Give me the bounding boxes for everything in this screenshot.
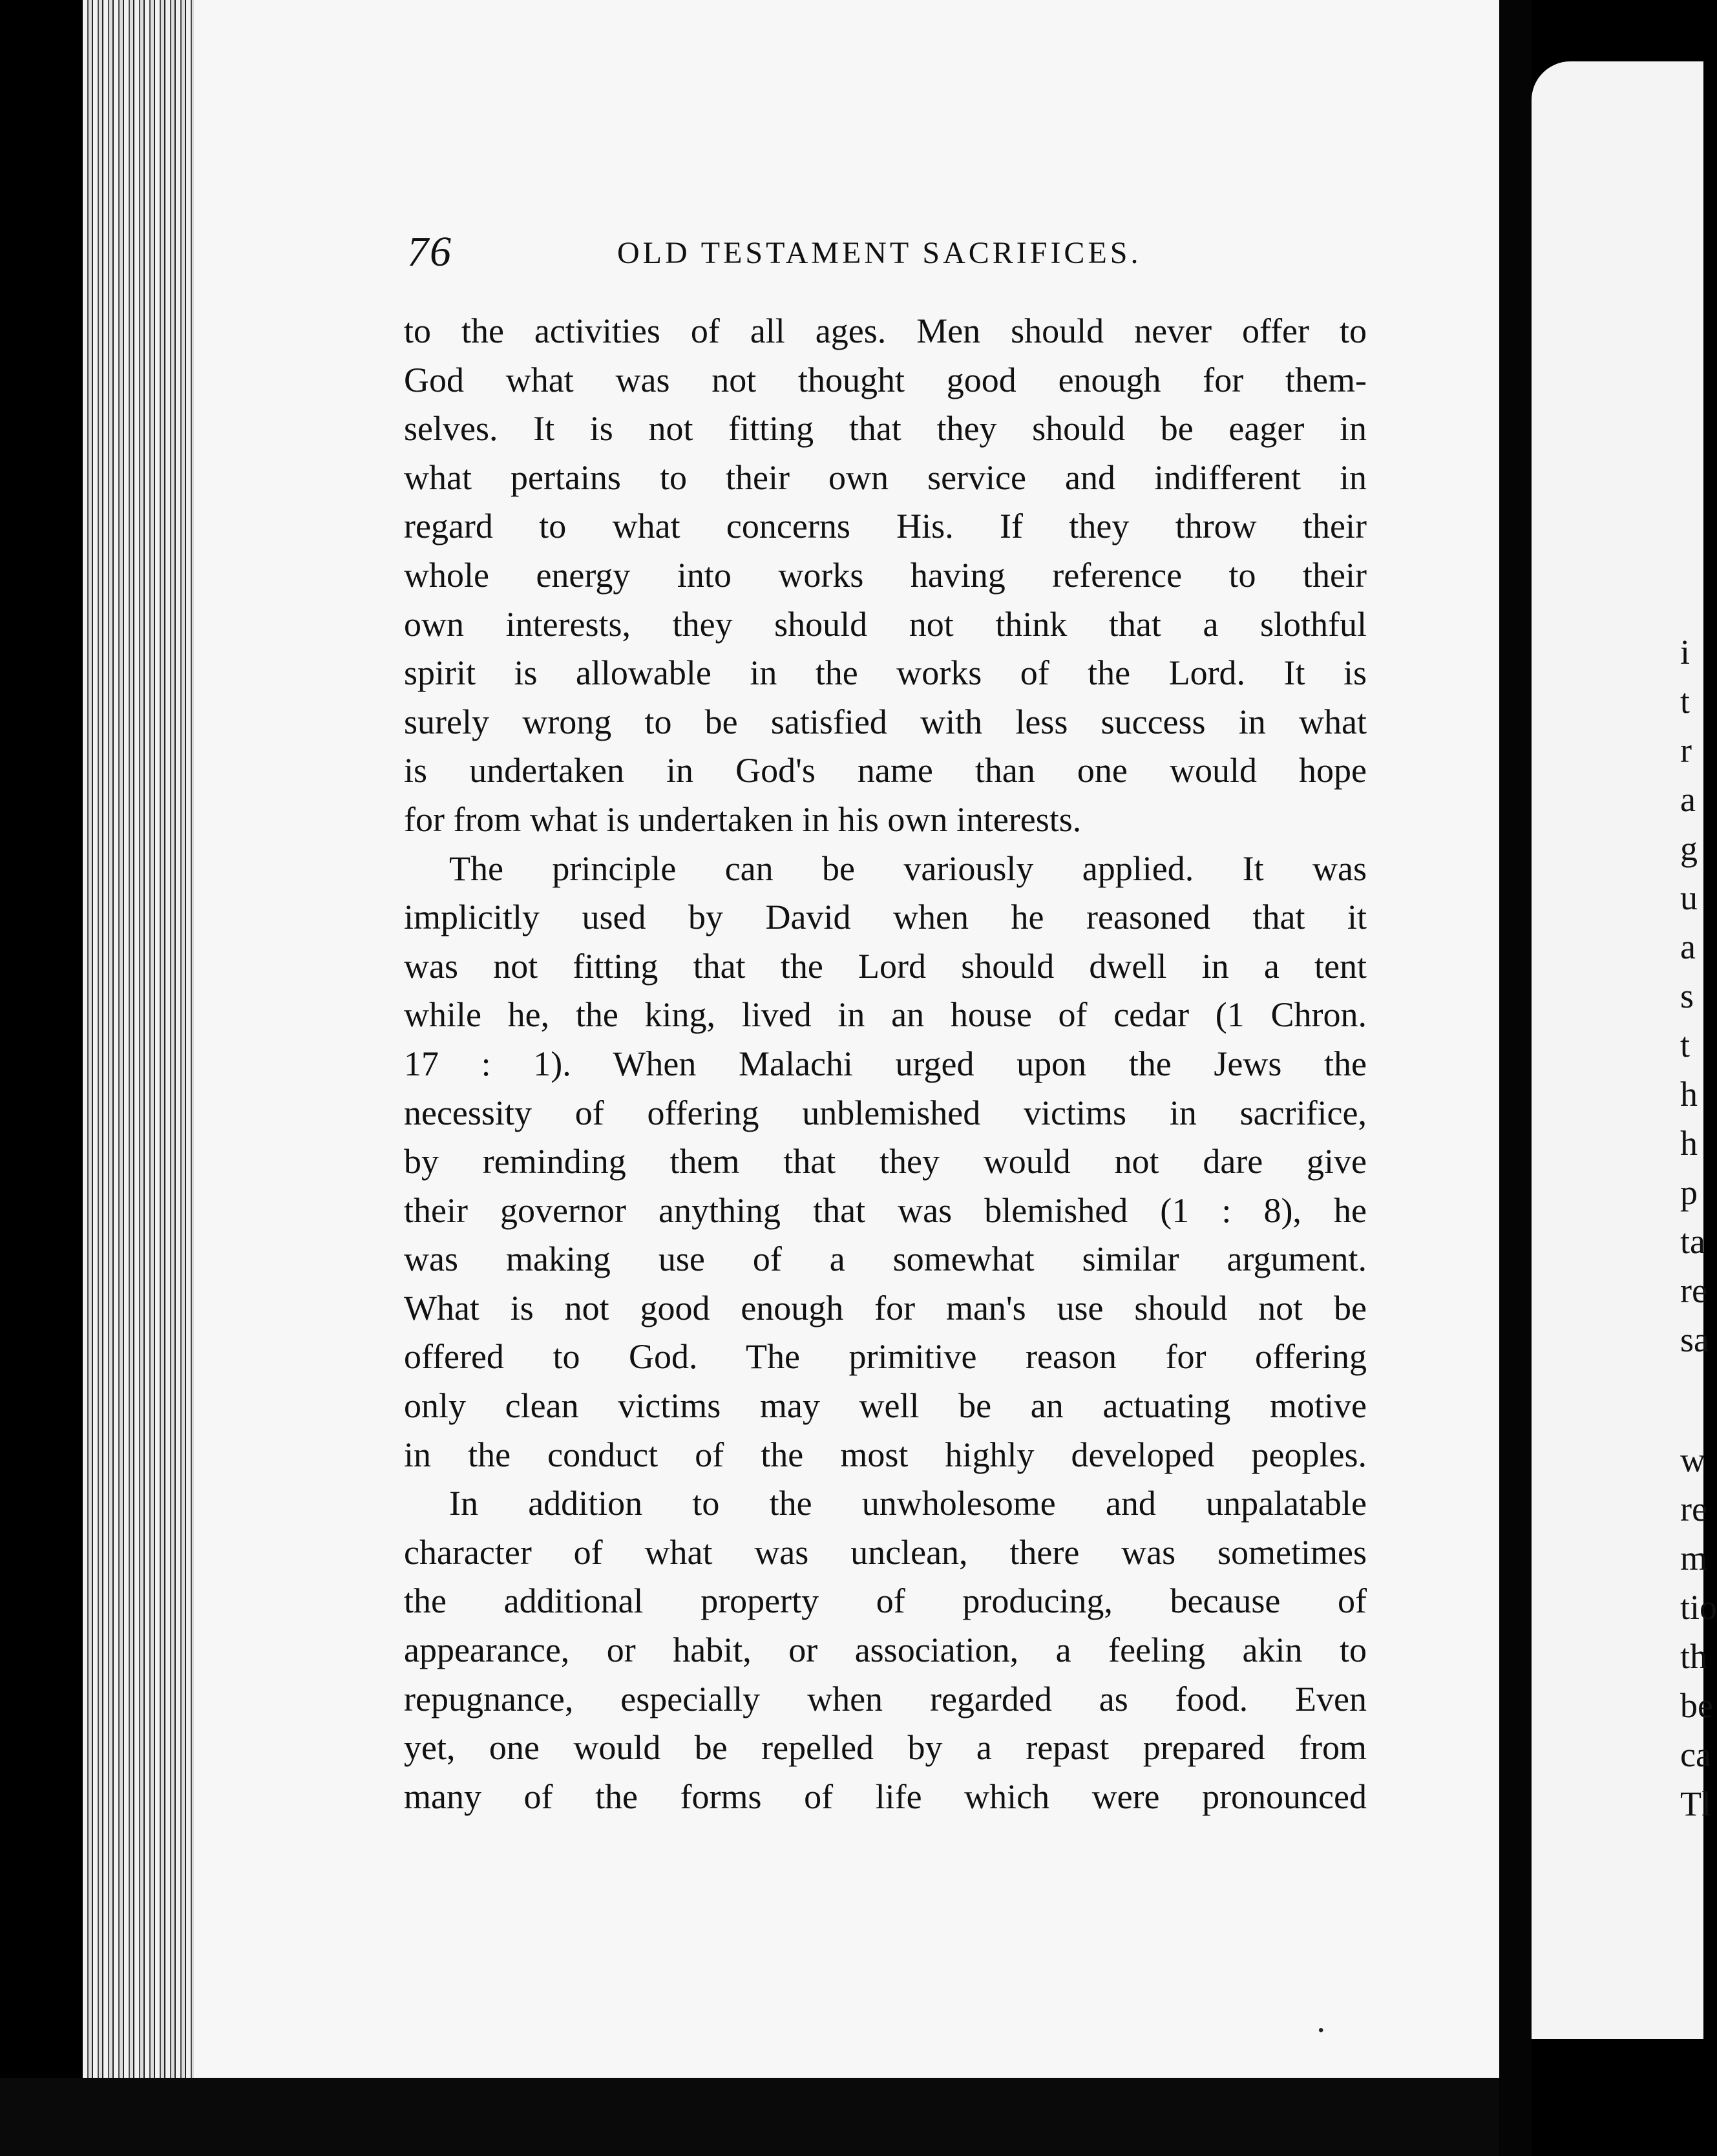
scan-speck: • (1318, 2022, 1324, 2039)
text-line: by reminding them that they would not dare give (404, 1142, 1367, 1181)
text-line: character of what was unclean, there was sometimes (404, 1532, 1367, 1572)
text-line: regard to what concerns His. If they throw their (404, 507, 1367, 546)
facing-fragment: p (1680, 1173, 1698, 1212)
text-line: selves. It is not fitting that they should be eager in (404, 409, 1367, 449)
text-line: in the conduct of the most highly developed peoples. (404, 1435, 1367, 1474)
facing-fragment: h (1680, 1075, 1698, 1114)
text-line: for from what is undertaken in his own interests. (404, 799, 1082, 839)
facing-fragment: ca (1680, 1735, 1711, 1774)
text-line: appearance, or habit, or association, a feeling akin to (404, 1631, 1367, 1670)
facing-fragment: t (1680, 1026, 1691, 1064)
text-line: is undertaken in God's name than one would hope (404, 751, 1367, 790)
facing-fragment: a (1680, 780, 1696, 819)
facing-fragment: i (1680, 633, 1691, 671)
facing-fragment: a (1680, 927, 1696, 966)
facing-fragment: be (1680, 1686, 1713, 1725)
text-line: spirit is allowable in the works of the Lord. It is (404, 653, 1367, 693)
facing-fragment: h (1680, 1124, 1698, 1163)
text-line: 17 : 1). When Malachi urged upon the Jews the (404, 1044, 1367, 1083)
facing-fragment: Tl (1680, 1784, 1711, 1823)
facing-fragment: w (1680, 1441, 1705, 1479)
facing-fragment: t (1680, 682, 1691, 721)
facing-fragment: th (1680, 1637, 1708, 1676)
facing-fragment: sa (1680, 1320, 1709, 1359)
running-title: OLD TESTAMENT SACRIFICES. (617, 236, 1142, 270)
text-line: repugnance, especially when regarded as food. Even (404, 1679, 1367, 1718)
facing-page-text (1680, 0, 1717, 2156)
text-line: what pertains to their own service and indifferent in (404, 458, 1367, 497)
facing-fragment: s (1680, 977, 1694, 1015)
text-line: their governor anything that was blemished (1 : 8), he (404, 1190, 1367, 1230)
text-line: many of the forms of life which were pronounced (404, 1777, 1367, 1816)
facing-fragment: m (1680, 1539, 1708, 1578)
text-line: whole energy into works having reference to their (404, 555, 1367, 595)
body-text (404, 307, 1367, 1821)
scan-border (0, 2078, 1499, 2156)
page-number: 76 (407, 228, 452, 275)
facing-fragment: tio (1680, 1588, 1717, 1627)
facing-fragment: re (1680, 1271, 1707, 1310)
text-line: God what was not thought good enough for them- (404, 360, 1367, 399)
text-line: while he, the king, lived in an house of cedar (1 Chron. (404, 995, 1367, 1035)
facing-fragment: ta (1680, 1222, 1705, 1261)
page-header (407, 227, 1376, 279)
text-line: surely wrong to be satisfied with less success in what (404, 702, 1367, 741)
text-line: was not fitting that the Lord should dwell in a tent (404, 946, 1367, 986)
facing-fragment: r (1680, 731, 1692, 770)
facing-page (1532, 61, 1703, 2039)
text-line: was making use of a somewhat similar argument. (404, 1240, 1367, 1279)
text-line: offered to God. The primitive reason for offering (404, 1337, 1367, 1377)
text-line: What is not good enough for man's use should not be (404, 1288, 1367, 1327)
text-line: own interests, they should not think that a slothful (404, 604, 1367, 644)
text-line: to the activities of all ages. Men should never offer to (404, 312, 1367, 350)
book-gutter (1499, 0, 1532, 2156)
facing-fragment: re (1680, 1490, 1707, 1528)
text-line: yet, one would be repelled by a repast prepared from (404, 1728, 1367, 1768)
text-line: necessity of offering unblemished victims in sacrifice, (404, 1093, 1367, 1132)
facing-fragment: g (1680, 829, 1698, 868)
text-line: In addition to the unwholesome and unpalatable (449, 1484, 1367, 1523)
text-line: implicitly used by David when he reasoned that it (404, 898, 1367, 937)
text-line: The principle can be variously applied. It was (449, 849, 1367, 888)
text-line: only clean victims may well be an actuating motive (404, 1386, 1367, 1426)
text-line: the additional property of producing, because of (404, 1581, 1367, 1621)
page-edges (83, 0, 199, 2097)
facing-fragment: u (1680, 878, 1698, 917)
